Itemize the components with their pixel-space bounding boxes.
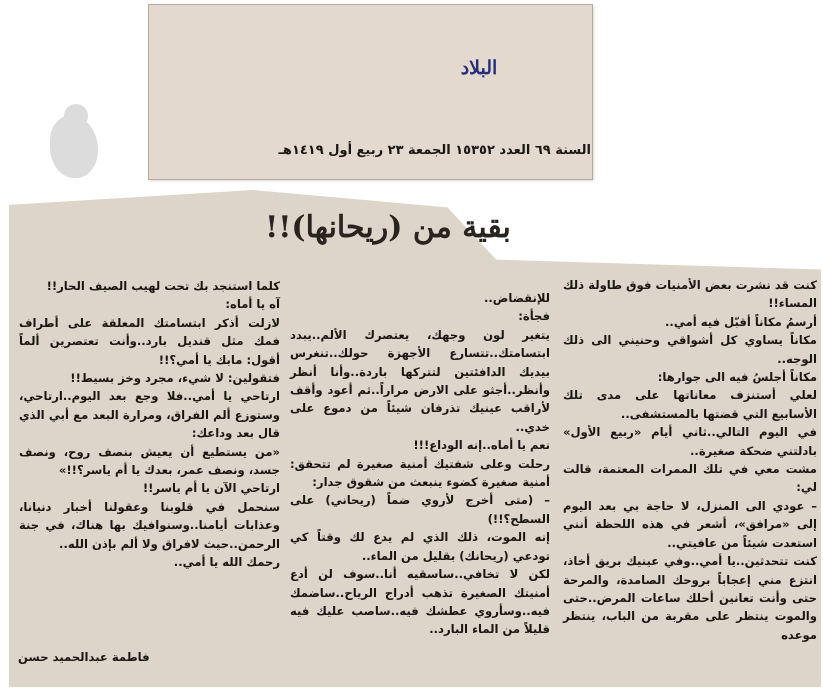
paragraph: آه يا أماه: [225, 297, 280, 312]
paragraph: رحلت وعلى شفتيك أمنية صغيرة لم تتحقق: أمنية صغيرة كضوء ينبعث من شقوق جدار: [290, 456, 550, 490]
newspaper-header-clipping [148, 4, 593, 180]
paragraph: «من يستطيع أن يعيش بنصف روح، ونصف جسد، ونصف عمر، بعدك يا أم ياسر؟!!» [19, 444, 280, 478]
paragraph: يتغير لون وجهك، يعتصرك الألم..يبدد ابتسامتك..تتسارع الأجهزة حولك..تنغرس بيديك الدافئتين لتتركها باردة..وأنا أنظر وأنظر..أجثو على الارض مراراً..ثم أعود وأقف لأراقب عينيك تذرفان شيئاً من دموع على خدي.. [290, 327, 550, 434]
article-column-left [19, 277, 280, 572]
paragraph: رحمك الله يا أمي.. [173, 555, 280, 570]
paragraph: – (متى أخرج لأروي ضماً (ريحاني) على السطح؟!!) [290, 493, 550, 526]
paragraph: إنه الموت، ذلك الذي لم يدع لك وقتاً كي تودعي (ريحانك) بقليل من الماء.. [290, 530, 550, 563]
paragraph: مكاناً يساوي كل أشواقي وحنيني الى ذلك الوجه.. [563, 333, 817, 366]
article-column-middle [290, 289, 550, 639]
paragraph: كنت قد نشرت بعض الأمنيات فوق طاولة ذلك المساء!! [563, 278, 817, 311]
paragraph: فجأة: [518, 309, 550, 324]
paragraph: – عودي الى المنزل، لا حاجة بي بعد اليوم إلى «مرافق»، أشعر في هذه اللحظة أنني استعدت شيئاً من عافيتي.. [563, 498, 817, 550]
paragraph: في اليوم التالي..ثاني أيام «ربيع الأول» بادلتني ضحكة صغيرة.. [563, 425, 817, 458]
paragraph: لعلي أستنزف معاناتها على مدى تلك الأسابيع التي قضتها بالمستشفى.. [563, 388, 817, 421]
paragraph: أرسمُ مكاناً أقبّل فيه أمي.. [665, 314, 817, 329]
article-title: بقية من (ريحانها)!! [265, 210, 511, 245]
paragraph: مكاناً أجلسُ فيه الى جوارها: [657, 370, 817, 385]
article-column-right [563, 276, 817, 644]
paragraph: مشت معي في تلك الممرات المعتمة، قالت لي: [563, 462, 817, 495]
glue-stain [50, 116, 98, 178]
issue-date-line: السنة ٦٩ العدد ١٥٣٥٢ الجمعة ٢٣ ربيع أول ١٤١٩هـ [278, 143, 591, 158]
newspaper-name: البلاد [460, 57, 498, 79]
paragraph: سنحمل في قلوبنا وعقولنا أخبار دنيانا، وعذابات أيامنا..وسنوافيك بها هناك، في جنة الرحمن..حيث لافراق ولا ألم بإذن الله.. [19, 499, 280, 551]
paragraph: لكن لا تخافي..ساسقيه أنا..سوف لن أدع أمنيتك الصغيرة تذهب أدراج الرياح..ساضمك فيه..وسأروي عطشك فيه..ساصب عليك فيه قليلاً من الماء البارد.. [290, 567, 550, 637]
paragraph: لازلت أذكر ابتسامتك المعلقة على أطراف فمك مثل قنديل بارد..وأنت تعتصرين ألماً أقول: مابك يا أمي؟!! [19, 315, 280, 367]
paragraph: فتقولين: لا شيء، مجرد وخز بسيط!! [70, 371, 280, 386]
paragraph: كلما استنجد بك تحت لهيب الصيف الحار!! [46, 279, 280, 293]
author-signature: فاطمة عبدالحميد حسن [18, 650, 150, 664]
paragraph: ارتاحي يا أمي..فلا وجع بعد اليوم..ارتاحي، وستوزع ألم الفراق، ومرارة البعد مع أبي الذي قال بعد وداعك: [19, 389, 280, 441]
paragraph: نعم يا أماه..إنه الوداع!!! [413, 438, 550, 453]
paragraph: كنت تتحدثين..يا أمي..وفي عينيك بريق أخاذ، انتزع مني إعجاباً بروحك الصامدة، والمرحة حتى وأنت تعانين أحلك ساعات المرض..حتى والموت ينتظر على مقربة من الباب، ينتظر موعده [563, 554, 817, 642]
paragraph: للإنقضاض.. [483, 291, 550, 305]
paragraph: ارتاحي الآن يا أم ياسر!! [142, 481, 280, 496]
